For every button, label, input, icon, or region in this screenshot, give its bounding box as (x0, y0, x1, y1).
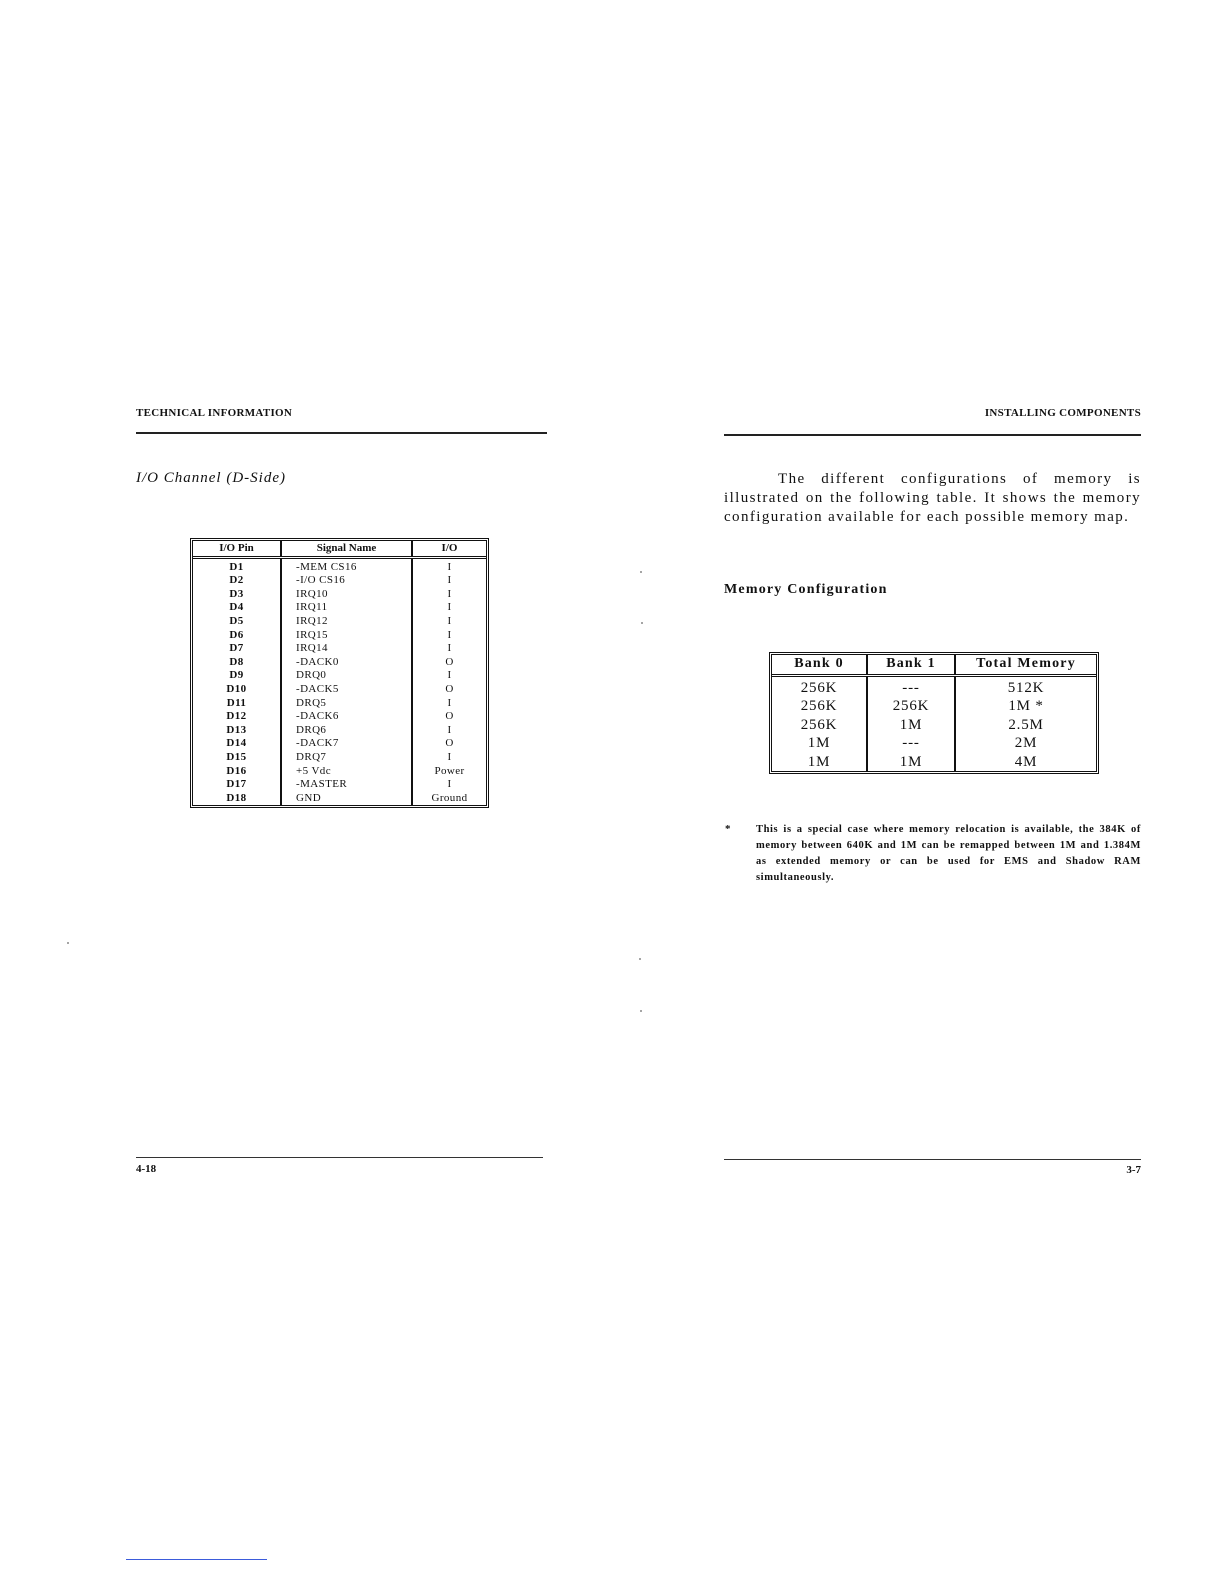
io-table-body (193, 557, 486, 805)
signal-name-cell: IRQ12 (281, 615, 412, 629)
io-pin-cell: D12 (193, 710, 281, 724)
total-memory-header: Total Memory (955, 655, 1096, 675)
io-pin-cell: D18 (193, 792, 281, 806)
io-direction-header: I/O (412, 541, 486, 557)
left-header-rule (136, 432, 547, 434)
io-table-row (193, 683, 486, 697)
signal-name-cell: -DACK5 (281, 683, 412, 697)
left-footer-rule (136, 1157, 543, 1158)
io-channel-title: I/O Channel (D-Side) (136, 470, 286, 486)
io-direction-cell: I (447, 642, 452, 655)
io-pin-cell: D10 (193, 683, 281, 697)
io-direction-cell: Ground (431, 791, 468, 804)
left-page-number: 4-18 (136, 1163, 157, 1175)
io-pin-cell: D7 (193, 642, 281, 656)
io-table-row (193, 751, 486, 765)
signal-name-cell: -DACK0 (281, 656, 412, 670)
io-direction-cell: I (447, 750, 452, 763)
signal-name-cell: -I/O CS16 (281, 574, 412, 588)
scan-speck (67, 942, 69, 944)
io-direction-cell: O (445, 655, 454, 668)
scan-speck (640, 1010, 642, 1012)
io-direction-cell: O (445, 710, 454, 723)
right-footer-rule (724, 1159, 1141, 1160)
signal-name-cell: -DACK6 (281, 710, 412, 724)
io-direction-cell: I (447, 628, 452, 641)
io-pin-cell: D13 (193, 724, 281, 738)
io-table-row (193, 656, 486, 670)
io-pin-cell: D9 (193, 669, 281, 683)
signal-name-cell: -MASTER (281, 778, 412, 792)
io-channel-table-grid (193, 541, 486, 805)
io-direction-cell: I (447, 669, 452, 682)
memory-intro-paragraph: The different configurations of memory is illustrated on the following table. It shows the memory configuration available for each possible memory map. (724, 471, 1141, 525)
total-memory-cell: 4M (1014, 753, 1038, 770)
io-table-row (193, 557, 486, 574)
io-direction-cell: O (445, 737, 454, 750)
io-direction-cell: I (447, 723, 452, 736)
io-pin-cell: D15 (193, 751, 281, 765)
signal-name-cell: IRQ10 (281, 588, 412, 602)
io-table-row (193, 697, 486, 711)
io-channel-table (190, 538, 489, 808)
bank-1-cell: 1M (867, 753, 955, 772)
bank-0-cell: 256K (772, 697, 867, 716)
io-pin-cell: D6 (193, 629, 281, 643)
memory-table-row (772, 716, 1096, 735)
signal-name-cell: DRQ0 (281, 669, 412, 683)
signal-name-cell: -DACK7 (281, 737, 412, 751)
right-running-head: INSTALLING COMPONENTS (984, 407, 1141, 419)
io-direction-cell: I (447, 560, 452, 573)
io-direction-cell: O (445, 682, 454, 695)
io-pin-cell: D16 (193, 765, 281, 779)
io-pin-cell: D17 (193, 778, 281, 792)
io-table-row (193, 601, 486, 615)
bank-0-cell: 256K (772, 716, 867, 735)
signal-name-cell: IRQ14 (281, 642, 412, 656)
bank-0-cell: 1M (772, 753, 867, 772)
io-table-row (193, 588, 486, 602)
bank-1-cell: 256K (867, 697, 955, 716)
signal-name-cell: IRQ11 (281, 601, 412, 615)
left-running-head: TECHNICAL INFORMATION (136, 407, 293, 419)
io-table-row (193, 778, 486, 792)
io-table-header-row (193, 541, 486, 557)
bank-1-cell: 1M (867, 716, 955, 735)
io-table-row (193, 642, 486, 656)
scan-blue-line (126, 1559, 267, 1560)
scan-speck (640, 571, 642, 573)
memory-configuration-table-grid (772, 655, 1096, 771)
io-direction-cell: Power (434, 764, 465, 777)
io-direction-cell: I (447, 778, 452, 791)
signal-name-cell: IRQ15 (281, 629, 412, 643)
io-pin-cell: D3 (193, 588, 281, 602)
footnote-asterisk: * (725, 823, 731, 835)
io-table-row (193, 724, 486, 738)
io-table-row (193, 765, 486, 779)
io-table-row (193, 710, 486, 724)
memory-table-header-row (772, 655, 1096, 675)
signal-name-cell: DRQ5 (281, 697, 412, 711)
io-table-row (193, 615, 486, 629)
memory-table-body (772, 675, 1096, 771)
memory-configuration-table (769, 652, 1099, 774)
io-table-row (193, 792, 486, 806)
signal-name-cell: GND (281, 792, 412, 806)
right-header-rule (724, 434, 1141, 436)
io-pin-cell: D5 (193, 615, 281, 629)
memory-table-row (772, 753, 1096, 772)
io-table-row (193, 574, 486, 588)
signal-name-cell: DRQ6 (281, 724, 412, 738)
io-direction-cell: I (447, 587, 452, 600)
total-memory-cell: 512K (1007, 679, 1045, 696)
scan-speck (639, 958, 641, 960)
io-direction-cell: I (447, 614, 452, 627)
io-direction-cell: I (447, 601, 452, 614)
io-pin-header: I/O Pin (193, 541, 281, 557)
total-memory-cell: 1M * (1008, 698, 1044, 714)
signal-name-cell: -MEM CS16 (281, 557, 412, 574)
io-direction-cell: I (447, 574, 452, 587)
memory-relocation-footnote: This is a special case where memory relocation is available, the 384K of memory between 640K and 1M can be remapped between 1M and 1.384M as extended memory or can be used for EMS and Shadow RAM simultaneously. (756, 824, 1141, 883)
io-pin-cell: D2 (193, 574, 281, 588)
io-table-row (193, 669, 486, 683)
memory-configuration-title: Memory Configuration (724, 582, 888, 597)
signal-name-cell: DRQ7 (281, 751, 412, 765)
io-pin-cell: D11 (193, 697, 281, 711)
memory-table-row (772, 675, 1096, 697)
bank-1-header: Bank 1 (867, 655, 955, 675)
memory-table-row (772, 734, 1096, 753)
io-pin-cell: D8 (193, 656, 281, 670)
right-page-number: 3-7 (1126, 1164, 1141, 1176)
bank-1-cell: --- (867, 734, 955, 753)
bank-0-header: Bank 0 (772, 655, 867, 675)
signal-name-cell: +5 Vdc (281, 765, 412, 779)
bank-0-cell: 256K (772, 675, 867, 697)
memory-table-row (772, 697, 1096, 716)
io-table-row (193, 737, 486, 751)
bank-0-cell: 1M (772, 734, 867, 753)
io-pin-cell: D4 (193, 601, 281, 615)
io-pin-cell: D14 (193, 737, 281, 751)
io-table-row (193, 629, 486, 643)
total-memory-cell: 2M (1014, 735, 1038, 751)
signal-name-header: Signal Name (281, 541, 412, 557)
io-pin-cell: D1 (193, 557, 281, 574)
io-direction-cell: I (447, 696, 452, 709)
total-memory-cell: 2.5M (1008, 716, 1044, 733)
bank-1-cell: --- (867, 675, 955, 697)
scan-speck (641, 622, 643, 624)
